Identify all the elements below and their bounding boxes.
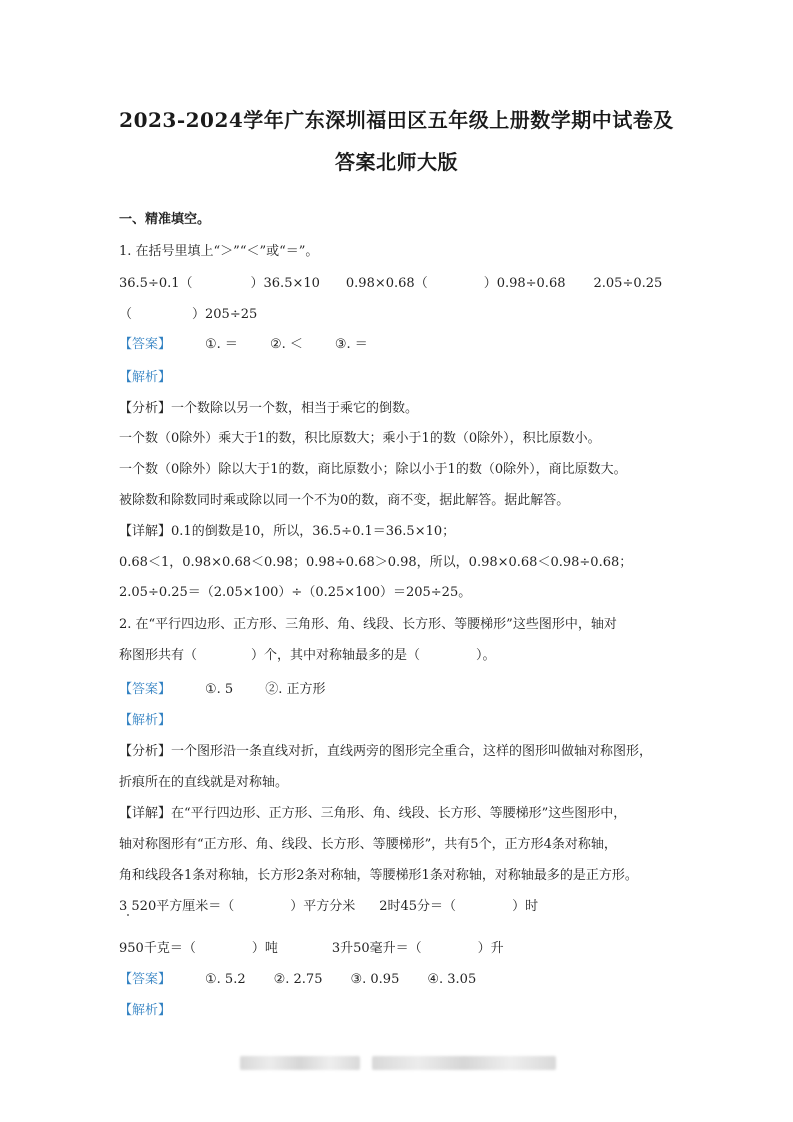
- q1-answer-line: [119, 333, 368, 352]
- q1-expr-f: （: [119, 307, 133, 322]
- q2-stem2: [119, 644, 496, 663]
- q1-expr-g: ）205÷25: [192, 307, 258, 322]
- q1-detail3: 2.05÷0.25＝（2.05×100）÷（0.25×100）＝205÷25。: [119, 585, 472, 600]
- q3-answer-3: ③. 0.95: [350, 972, 400, 987]
- q3-answer-1: ①. 5.2: [205, 972, 246, 987]
- q1-answer-1: ①. ＝: [205, 337, 238, 352]
- answer-tag: 【答案】: [119, 972, 172, 987]
- q2-jiexi-tag: 【解析】: [119, 713, 172, 728]
- q1-rule3: 被除数和除数同时乘或除以同一个不为0的数，商不变，据此解答。据此解答。: [119, 493, 570, 508]
- q3-expr-g: 3升50毫升＝（: [331, 941, 422, 956]
- q3-jiexi-tag: 【解析】: [119, 1003, 172, 1018]
- page-title-line2: 答案北师大版: [335, 150, 458, 174]
- q3-row1: [119, 895, 538, 914]
- xiangjie-tag: 【详解】: [119, 806, 172, 821]
- page-title-line1: 2023-2024学年广东深圳福田区五年级上册数学期中试卷及: [119, 108, 674, 132]
- q1-stem: 1. 在括号里填上“＞”“＜”或“＝”。: [119, 244, 319, 259]
- q3-expr-f: ）吨: [251, 941, 278, 956]
- answer-tag: 【答案】: [119, 682, 172, 697]
- q2-stem2-c: ）。: [476, 648, 496, 663]
- q2-fenxi1-text: 一个图形沿一条直线对折，直线两旁的图形完全重合，这样的图形叫做轴对称图形，: [171, 744, 653, 759]
- q2-answer-1: ①. 5: [205, 682, 234, 697]
- answer-tag: 【答案】: [119, 337, 172, 352]
- q1-answer-2: ②. ＜: [269, 337, 303, 352]
- q2-detail3: 角和线段各1条对称轴，长方形2条对称轴，等腰梯形1条对称轴，对称轴最多的是正方形。: [119, 868, 638, 883]
- q1-detail1-text: 0.1的倒数是10，所以，36.5÷0.1＝36.5×10；: [171, 524, 456, 539]
- q3-expr-c: 2时45分＝（: [379, 899, 457, 914]
- q2-stem1: 2. 在“平行四边形、正方形、三角形、角、线段、长方形、等腰梯形”这些图形中，轴对: [119, 617, 617, 632]
- q2-detail2: 轴对称图形有“正方形、角、线段、长方形、等腰梯形”，共有5个，正方形4条对称轴，: [119, 837, 617, 852]
- q3-answer-4: ④. 3.05: [427, 972, 477, 987]
- q3-expr-a: 3 520平方厘米＝（: [119, 899, 235, 914]
- q3-row2: [119, 937, 504, 956]
- q2-answer-2: ②. 正方形: [265, 682, 326, 697]
- q2-detail1-text: 在“平行四边形、正方形、三角形、角、线段、长方形、等腰梯形”这些图形中，: [171, 806, 627, 821]
- q1-detail2: 0.68＜1，0.98×0.68＜0.98；0.98÷0.68＞0.98，所以，0.98×0.68＜0.98÷0.68；: [119, 555, 633, 570]
- q3-expr-e: 950千克＝（: [119, 941, 196, 956]
- stray-dot: [127, 914, 129, 916]
- q1-expr-d: ）0.98÷0.68: [483, 276, 566, 291]
- q2-stem2-b: ）个，其中对称轴最多的是（: [251, 648, 421, 663]
- fenxi-tag: 【分析】: [119, 401, 172, 416]
- q2-detail1: [119, 802, 626, 821]
- q1-answer-3: ③. ＝: [334, 337, 368, 352]
- q2-fenxi1: [119, 740, 652, 759]
- q1-rule1: 一个数（0除外）乘大于1的数，积比原数大；乘小于1的数（0除外），积比原数小。: [119, 431, 601, 446]
- footer-watermark-blur: [240, 1056, 360, 1070]
- q1-expr-c: 0.98×0.68（: [345, 276, 428, 291]
- xiangjie-tag: 【详解】: [119, 524, 172, 539]
- q1-rule2: 一个数（0除外）除以大于1的数，商比原数小；除以小于1的数（0除外），商比原数大。: [119, 462, 627, 477]
- q1-detail1: [119, 520, 455, 539]
- q3-answer-line: [119, 968, 476, 987]
- footer-watermark-blur: [372, 1056, 556, 1070]
- q3-expr-d: ）时: [512, 899, 539, 914]
- q1-row1: [119, 272, 662, 291]
- q3-answer-2: ②. 2.75: [273, 972, 323, 987]
- q2-stem2-a: 称图形共有（: [119, 648, 198, 663]
- q1-row2: [119, 303, 257, 322]
- section-heading: 一、精准填空。: [119, 212, 211, 227]
- q1-expr-b: ）36.5×10: [250, 276, 320, 291]
- fenxi-tag: 【分析】: [119, 744, 172, 759]
- q3-expr-h: ）升: [477, 941, 504, 956]
- q1-expr-a: 36.5÷0.1（: [119, 276, 193, 291]
- q1-jiexi-tag: 【解析】: [119, 370, 172, 385]
- q1-expr-e: 2.05÷0.25: [593, 276, 663, 291]
- q3-expr-b: ）平方分米: [290, 899, 356, 914]
- q1-fenxi-text: 一个数除以另一个数，相当于乘它的倒数。: [171, 401, 419, 416]
- q1-fenxi: [119, 397, 418, 416]
- q2-fenxi2: 折痕所在的直线就是对称轴。: [119, 775, 289, 790]
- q2-answer-line: [119, 678, 325, 697]
